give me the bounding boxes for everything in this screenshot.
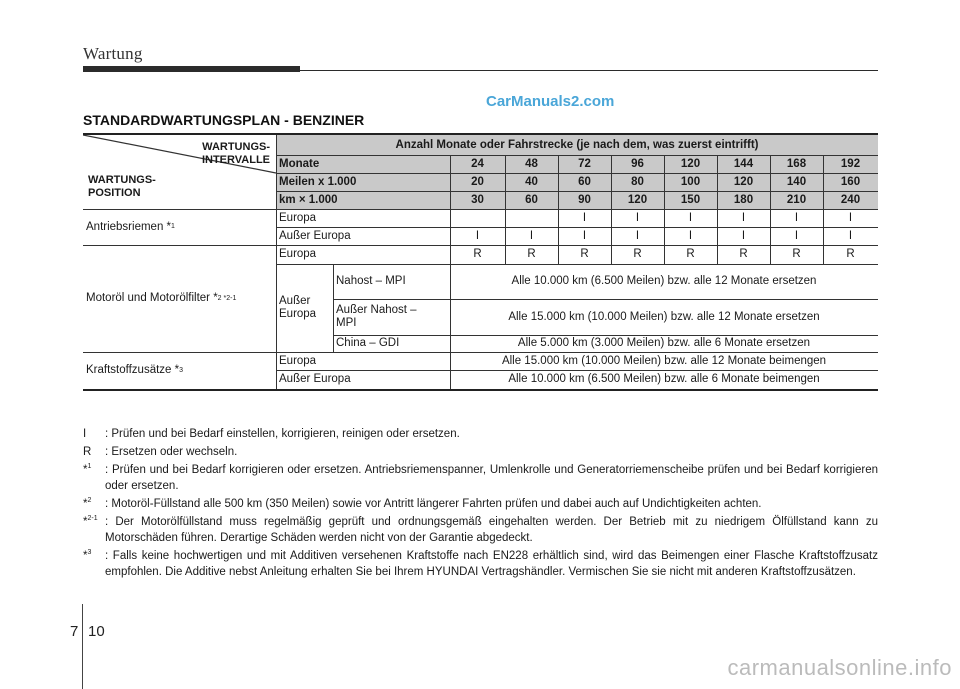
months-value: 72 <box>578 157 591 170</box>
page-number: 10 <box>88 623 105 640</box>
note-marker <box>83 426 105 442</box>
belt-europa-value: I <box>635 211 640 224</box>
note-text: : Der Motorölfüllstand muss regelmäßig geprüft und ordnungsgemäß eingehalten werden. Der Betrieb mit zu niedrigem Ölfüllstand kann zu Motorschäden führen. Derartige Schäden werden nicht von der Garantie abgedeckt. <box>105 516 878 544</box>
note-marker-symbol: I <box>83 428 87 440</box>
note-item <box>83 496 878 512</box>
belt-ausser-value: I <box>688 229 693 242</box>
note-marker-number: 2-1 <box>87 515 98 523</box>
belt-item-text: Antriebsriemen * <box>86 220 172 233</box>
km-value: 240 <box>840 193 861 206</box>
miles-value: 120 <box>733 175 754 188</box>
oil-nahost-text: Alle 10.000 km (6.500 Meilen) bzw. alle 12 Monate ersetzen <box>511 275 817 287</box>
miles-value: 160 <box>840 175 861 188</box>
km-value: 120 <box>627 193 648 206</box>
miles-value: 60 <box>578 175 591 188</box>
section-title: Wartung <box>83 44 143 63</box>
oil-ausser-nahost-label: Außer Nahost – MPI <box>336 304 417 329</box>
note-marker <box>83 444 105 460</box>
note-marker-symbol: * <box>83 516 88 528</box>
oil-item: Motoröl und Motorölfilter * 2 *2-1 <box>86 292 237 304</box>
months-value: 48 <box>525 157 538 170</box>
note-marker-number: 3 <box>87 549 92 557</box>
fuel-europa-label: Europa <box>279 354 317 367</box>
belt-ausser-value: I <box>794 229 799 242</box>
fuel-ausser-label: Außer Europa <box>279 373 351 385</box>
interval-header: Anzahl Monate oder Fahrstrecke (je nach dem, was zuerst eintrifft) <box>395 138 759 151</box>
oil-china-label: China – GDI <box>336 337 400 349</box>
months-value: 24 <box>471 157 484 170</box>
months-label: Monate <box>279 157 320 170</box>
col-rule <box>276 135 277 389</box>
months-value: 96 <box>631 157 644 170</box>
months-value: 120 <box>680 157 701 170</box>
note-item <box>83 462 878 494</box>
km-value: 180 <box>733 193 754 206</box>
oil-europa-value: R <box>686 248 695 260</box>
belt-ausser-value: I <box>475 229 480 242</box>
note-marker-symbol: * <box>83 550 88 562</box>
note-marker-symbol: * <box>83 498 88 510</box>
miles-value: 100 <box>680 175 701 188</box>
belt-ausser-value: I <box>848 229 853 242</box>
note-marker-symbol: R <box>83 446 92 458</box>
note-text: : Ersetzen oder wechseln. <box>105 446 238 458</box>
col-rule <box>333 264 334 352</box>
note-item <box>83 548 878 580</box>
belt-europa-value <box>450 209 505 227</box>
belt-ausser-value: I <box>582 229 587 242</box>
months-value: 192 <box>840 157 861 170</box>
km-value: 30 <box>471 193 484 206</box>
oil-ausser-nahost-text: Alle 15.000 km (10.000 Meilen) bzw. alle 12 Monate ersetzen <box>508 310 820 323</box>
legend-notes <box>83 426 878 582</box>
miles-label: Meilen x 1.000 <box>279 175 357 188</box>
note-marker <box>83 462 105 494</box>
belt-ausser-value: I <box>741 229 746 242</box>
oil-ausser-europa-label: Außer Europa <box>279 295 317 320</box>
oil-item-text: Motoröl und Motorölfilter * <box>86 292 218 304</box>
belt-europa-value: I <box>848 211 853 224</box>
note-marker-number: 1 <box>87 463 92 471</box>
miles-value: 140 <box>786 175 807 188</box>
fuel-item: Kraftstoffzusätze * 3 <box>86 364 184 376</box>
belt-ausser-value: I <box>635 229 640 242</box>
belt-europa-label: Europa <box>279 211 317 224</box>
belt-europa-value <box>505 209 558 227</box>
belt-item: Antriebsriemen * 1 <box>86 220 175 233</box>
footer-watermark: carmanualsonline.info <box>727 655 952 680</box>
belt-ausser-label: Außer Europa <box>279 229 351 242</box>
oil-europa-value: R <box>739 248 748 260</box>
watermark: CarManuals2.com <box>486 93 615 110</box>
oil-europa-value: R <box>846 248 855 260</box>
note-text: : Motoröl-Füllstand alle 500 km (350 Meilen) sowie vor Antritt längerer Fahrten prüfen und dabei auch auf Undichtigkeiten achten. <box>105 498 762 510</box>
fuel-europa-text: Alle 15.000 km (10.000 Meilen) bzw. alle 12 Monate beimengen <box>501 354 827 367</box>
note-text: : Prüfen und bei Bedarf einstellen, korrigieren, reinigen oder ersetzen. <box>105 428 460 440</box>
note-marker-symbol: * <box>83 464 88 476</box>
belt-europa-value: I <box>741 211 746 224</box>
page-title: STANDARDWARTUNGSPLAN - BENZINER <box>83 112 365 128</box>
note-marker <box>83 496 105 512</box>
belt-europa-value: I <box>688 211 693 224</box>
header-rule <box>300 70 878 71</box>
oil-europa-value: R <box>633 248 642 260</box>
oil-europa-value: R <box>580 248 589 260</box>
km-value: 60 <box>525 193 538 206</box>
km-value: 210 <box>786 193 807 206</box>
table-bottom-rule <box>83 389 878 391</box>
miles-value: 20 <box>471 175 484 188</box>
fuel-item-text: Kraftstoffzusätze * <box>86 364 180 376</box>
belt-europa-value: I <box>582 211 587 224</box>
corner-intervals-label: WARTUNGS- INTERVALLE <box>201 141 270 166</box>
note-item <box>83 444 878 460</box>
belt-europa-value: I <box>794 211 799 224</box>
note-text: : Prüfen und bei Bedarf korrigieren oder ersetzen. Antriebsriemenspanner, Umlenkrolle und Generatorriemenscheibe prüfen und bei Bedarf korrigieren oder ersetzen. <box>105 464 878 492</box>
note-item <box>83 514 878 546</box>
km-value: 90 <box>578 193 591 206</box>
oil-china-text: Alle 5.000 km (3.000 Meilen) bzw. alle 6 Monate ersetzen <box>517 337 811 349</box>
oil-nahost-label: Nahost – MPI <box>336 275 406 287</box>
oil-europa-value: R <box>792 248 801 260</box>
header-bar <box>83 66 300 72</box>
km-value: 150 <box>680 193 701 206</box>
note-marker-number: 2 <box>87 497 92 505</box>
footer-divider <box>82 604 83 689</box>
km-label: km × 1.000 <box>279 193 338 206</box>
oil-europa-value: R <box>473 248 482 260</box>
corner-position-label: WARTUNGS- POSITION <box>88 174 156 199</box>
note-text: : Falls keine hochwertigen und mit Additiven versehenen Kraftstoffe nach EN228 erhältlich sind, wird das Beimengen einer Flasche Kraftstoffzusatz empfohlen. Die Additive nebst Anleitung erhalten Sie bei Ihrem HYUNDAI Vertragshändler. Vermischen Sie sie nicht mit anderen Kraftstoffzusätzen. <box>105 550 878 578</box>
note-marker <box>83 548 105 580</box>
miles-value: 80 <box>631 175 644 188</box>
note-marker <box>83 514 105 546</box>
oil-europa-value: R <box>527 248 536 260</box>
chapter-number: 7 <box>70 623 79 640</box>
miles-value: 40 <box>525 175 538 188</box>
months-value: 168 <box>786 157 807 170</box>
fuel-ausser-text: Alle 10.000 km (6.500 Meilen) bzw. alle 6 Monate beimengen <box>508 373 820 385</box>
months-value: 144 <box>733 157 754 170</box>
oil-europa-label: Europa <box>279 248 317 260</box>
belt-ausser-value: I <box>529 229 534 242</box>
note-item <box>83 426 878 442</box>
